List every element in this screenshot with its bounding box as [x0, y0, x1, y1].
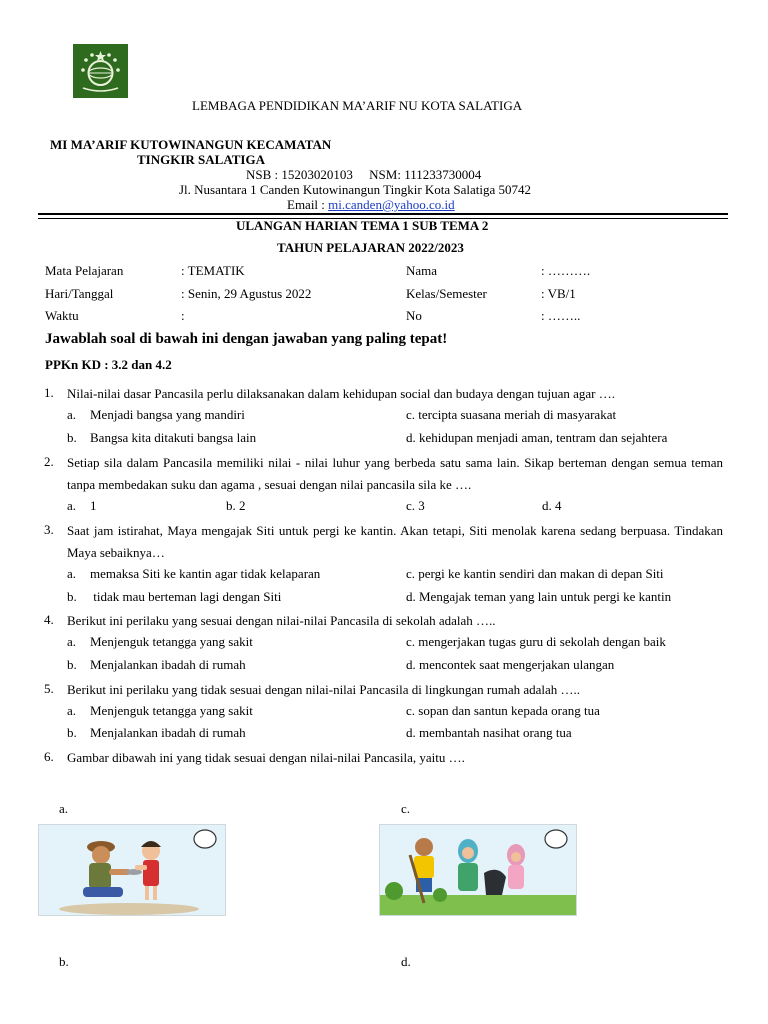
q2-option-a-letter: a. — [67, 498, 77, 513]
illustration-giving-food — [39, 825, 225, 915]
q5-option-d[interactable]: d. membantah nasihat orang tua — [406, 725, 572, 740]
hari-value: : Senin, 29 Agustus 2022 — [181, 286, 312, 301]
nama-value: : ………. — [541, 263, 591, 278]
school-address: Jl. Nusantara 1 Canden Kutowinangun Tingkir Kota Salatiga 50742 — [179, 182, 532, 197]
q4-option-d[interactable]: d. mencontek saat mengerjakan ulangan — [406, 657, 615, 672]
no-value: : …….. — [541, 308, 581, 323]
q3-option-d[interactable]: d. Mengajak teman yang lain untuk pergi ke kantin — [406, 589, 672, 604]
q4-option-c[interactable]: c. mengerjakan tugas guru di sekolah dengan baik — [406, 634, 666, 649]
q2-number: 2. — [44, 454, 54, 469]
q3-number: 3. — [44, 522, 54, 537]
q5-option-c[interactable]: c. sopan dan santun kepada orang tua — [406, 703, 600, 718]
q3-option-a[interactable]: memaksa Siti ke kantin agar tidak kelaparan — [90, 566, 321, 581]
q2-option-d[interactable]: d. 4 — [542, 498, 562, 513]
q6-text: Gambar dibawah ini yang tidak sesuai dengan nilai-nilai Pancasila, yaitu …. — [67, 750, 465, 765]
school-logo — [73, 44, 128, 98]
kelas-label: Kelas/Semester — [406, 286, 487, 301]
q4-option-b-letter: b. — [67, 657, 77, 672]
q4-option-a-letter: a. — [67, 634, 77, 649]
email-line — [287, 197, 455, 213]
q5-option-a-letter: a. — [67, 703, 77, 718]
picture-option-a[interactable] — [38, 824, 226, 916]
illustration-cleaning-together — [380, 825, 576, 915]
waktu-label: Waktu — [45, 308, 79, 323]
kelas-value: : VB/1 — [541, 286, 576, 301]
school-name-line1: MI MA’ARIF KUTOWINANGUN KECAMATAN — [50, 137, 332, 152]
q5-option-a[interactable]: Menjenguk tetangga yang sakit — [90, 703, 253, 718]
picture-option-c[interactable] — [379, 824, 577, 916]
q2-option-a[interactable]: 1 — [90, 498, 97, 513]
q5-text: Berikut ini perilaku yang tidak sesuai dengan nilai-nilai Pancasila di lingkungan rumah adalah ….. — [67, 682, 581, 697]
exam-title: ULANGAN HARIAN TEMA 1 SUB TEMA 2 — [236, 218, 489, 233]
q1-option-d[interactable]: d. kehidupan menjadi aman, tentram dan sejahtera — [406, 430, 668, 445]
exam-year: TAHUN PELAJARAN 2022/2023 — [277, 240, 464, 255]
picture-label-a: a. — [59, 801, 69, 816]
email-link[interactable]: mi.canden@yahoo.co.id — [328, 197, 455, 212]
picture-label-b: b. — [59, 954, 69, 969]
q6-number: 6. — [44, 749, 54, 764]
picture-label-d: d. — [401, 954, 411, 969]
section-heading: PPKn KD : 3.2 dan 4.2 — [45, 357, 172, 372]
q2-option-c[interactable]: c. 3 — [406, 498, 425, 513]
q4-option-a[interactable]: Menjenguk tetangga yang sakit — [90, 634, 253, 649]
q1-option-a[interactable]: Menjadi bangsa yang mandiri — [90, 407, 245, 422]
q1-option-a-letter: a. — [67, 407, 77, 422]
org-name: LEMBAGA PENDIDIKAN MA’ARIF NU KOTA SALATIGA — [192, 98, 523, 113]
q1-option-b[interactable]: Bangsa kita ditakuti bangsa lain — [90, 430, 257, 445]
q4-number: 4. — [44, 612, 54, 627]
school-name-line2: TINGKIR SALATIGA — [137, 152, 265, 167]
nsb-nsm: NSB : 15203020103 NSM: 111233730004 — [246, 167, 482, 182]
q3-option-b-letter: b. — [67, 589, 77, 604]
instruction: Jawablah soal di bawah ini dengan jawaban yang paling tepat! — [45, 331, 448, 347]
email-label: Email : — [287, 197, 329, 212]
nama-label: Nama — [406, 263, 438, 278]
no-label: No — [406, 308, 422, 323]
nu-emblem-icon — [73, 44, 128, 98]
q5-number: 5. — [44, 681, 54, 696]
q3-option-a-letter: a. — [67, 566, 77, 581]
q3-text: Saat jam istirahat, Maya mengajak Siti untuk pergi ke kantin. Akan tetapi, Siti menolak karena sedang berpuasa. Tindakan Maya sebaiknya… — [67, 523, 723, 560]
mapel-label: Mata Pelajaran — [45, 263, 124, 278]
picture-label-c: c. — [401, 801, 411, 816]
q2-text: Setiap sila dalam Pancasila memiliki nilai - nilai luhur yang berbeda satu sama lain. Sikap berteman dengan semua teman tanpa membedakan suku dan agama , sesuai dengan nilai pancasila sila ke …. — [67, 455, 723, 492]
q1-option-c[interactable]: c. tercipta suasana meriah di masyarakat — [406, 407, 617, 422]
q5-option-b[interactable]: Menjalankan ibadah di rumah — [90, 725, 246, 740]
q3-option-b[interactable]: tidak mau berteman lagi dengan Siti — [90, 589, 282, 604]
q1-text: Nilai-nilai dasar Pancasila perlu dilaksanakan dalam kehidupan social dan budaya dengan tujuan agar …. — [67, 386, 615, 401]
q2-option-b[interactable]: b. 2 — [226, 498, 246, 513]
header-divider-thick — [38, 213, 728, 215]
q5-option-b-letter: b. — [67, 725, 77, 740]
q1-option-b-letter: b. — [67, 430, 77, 445]
waktu-value: : — [181, 308, 185, 323]
hari-label: Hari/Tanggal — [45, 286, 114, 301]
mapel-value: : TEMATIK — [181, 263, 245, 278]
q4-text: Berikut ini perilaku yang sesuai dengan nilai-nilai Pancasila di sekolah adalah ….. — [67, 613, 496, 628]
q4-option-b[interactable]: Menjalankan ibadah di rumah — [90, 657, 246, 672]
q3-option-c[interactable]: c. pergi ke kantin sendiri dan makan di depan Siti — [406, 566, 664, 581]
q1-number: 1. — [44, 385, 54, 400]
